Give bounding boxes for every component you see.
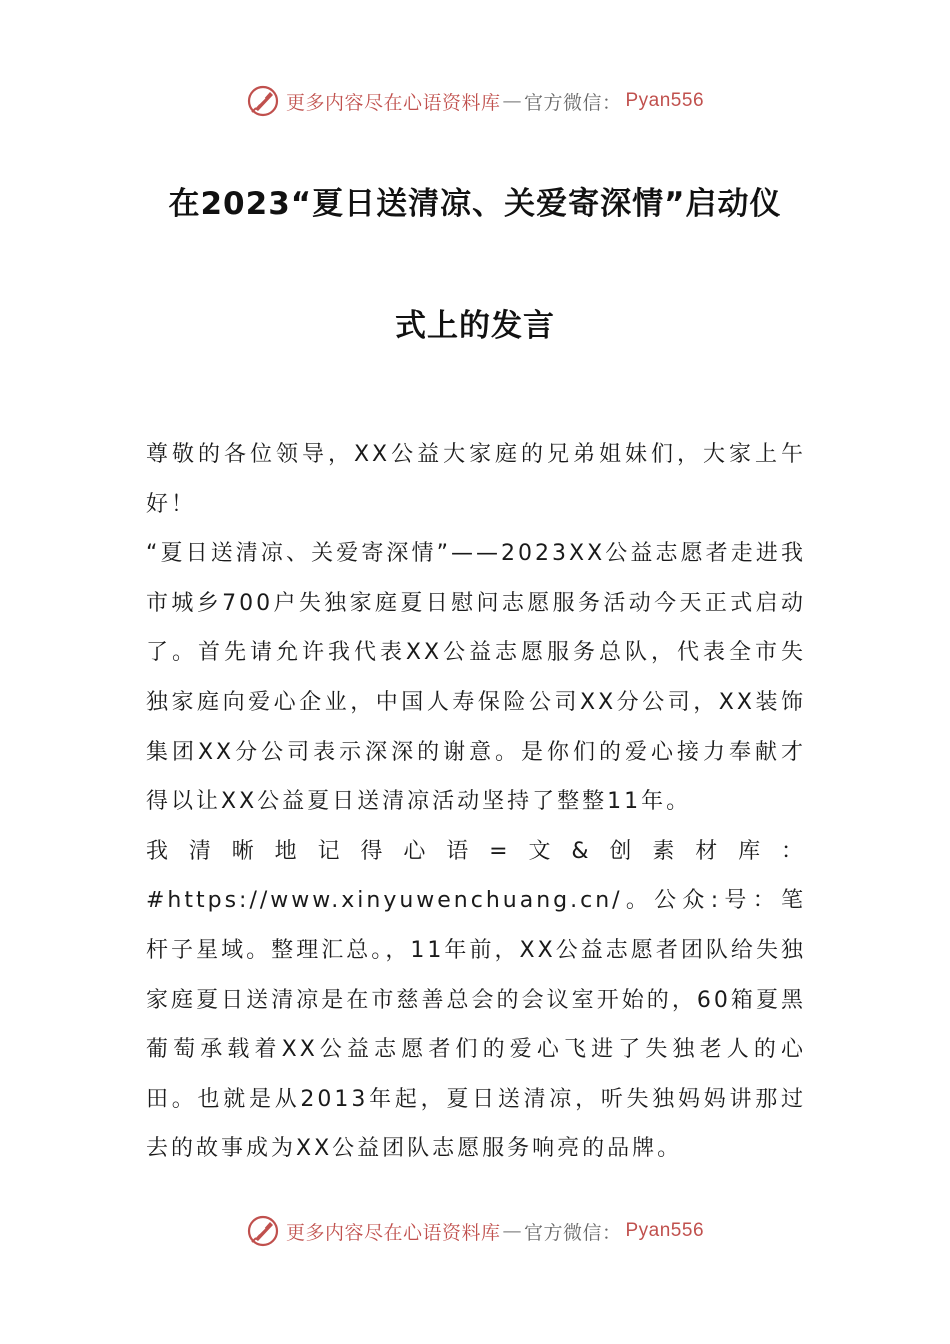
quill-pen-logo-icon: [246, 84, 280, 118]
watermark-wechat-id: Pyan556: [625, 1220, 705, 1241]
watermark-dash: —: [502, 90, 522, 112]
watermark-sub-text: 官方微信：: [523, 91, 622, 114]
watermark-wechat-id: Pyan556: [625, 90, 705, 111]
paragraph-greeting: 尊敬的各位领导，XX公益大家庭的兄弟姐妹们，大家上午好！: [146, 442, 806, 517]
footer-watermark: [0, 1214, 950, 1248]
header-watermark: [0, 84, 950, 118]
watermark-main-text: 更多内容尽在心语资料库: [285, 91, 501, 114]
paragraph-intro: “夏日送清凉、关爱寄深情”——2023XX公益志愿者走进我市城乡700户失独家庭夏日慰问志愿服务活动今天正式启动了。首先请允许我代表XX公益志愿服务总队，代表全市失独家庭向爱心企业，中国人寿保险公司XX分公司，XX装饰集团XX分公司表示深深的谢意。是你们的爱心接力奉献才得以让XX公益夏日送清凉活动坚持了整整11年。: [146, 541, 806, 815]
document-title-line-1: 在2023“夏日送清凉、关爱寄深情”启动仪: [168, 186, 782, 222]
watermark-main-text: 更多内容尽在心语资料库: [285, 1221, 501, 1244]
watermark-sub-text: 官方微信：: [523, 1221, 622, 1244]
quill-pen-logo-icon: [246, 1214, 280, 1248]
watermark-dash: —: [502, 1220, 522, 1242]
document-title-line-2: 式上的发言: [395, 308, 555, 344]
paragraph-history: 我清晰地记得心语=文&创素材库：#https://www.xinyuwenchuang.cn/。公众:号：笔杆子星域。整理汇总。，11年前，XX公益志愿者团队给失独家庭夏日送清凉是在市慈善总会的会议室开始的，60箱夏黑葡萄承载着XX公益志愿者们的爱心飞进了失独老人的心田。也就是从2013年起，夏日送清凉，听失独妈妈讲那过去的故事成为XX公益团队志愿服务响亮的品牌。: [146, 838, 806, 1162]
document-body: [146, 430, 806, 1174]
